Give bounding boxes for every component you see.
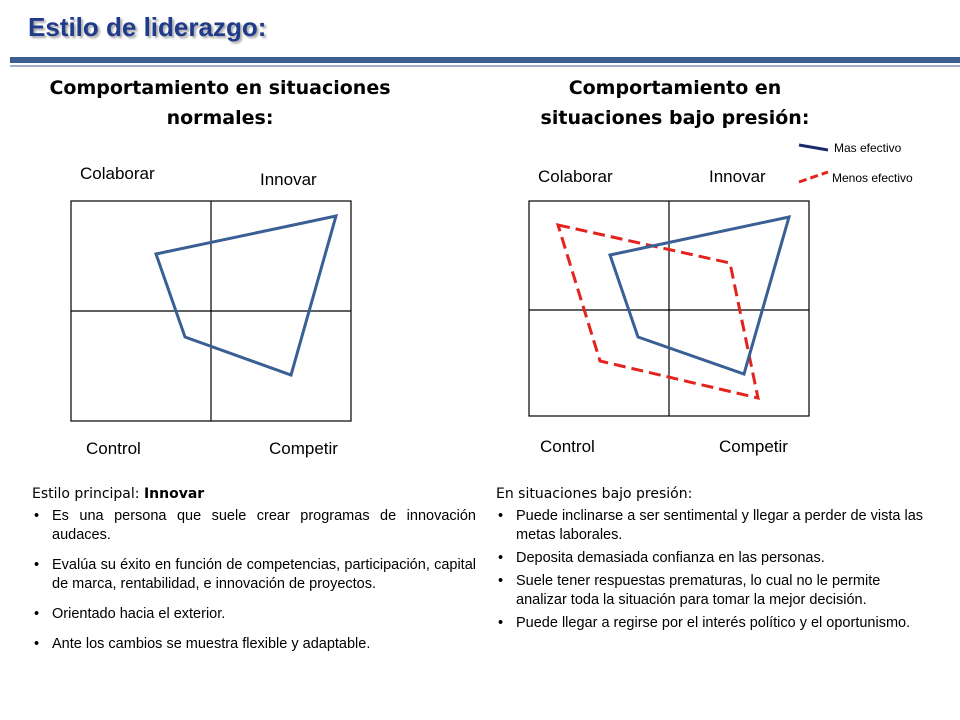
left-label-competir: Competir: [269, 439, 338, 458]
legend-solid-line-icon: [799, 145, 828, 150]
right-lead: En situaciones bajo presión:: [496, 486, 693, 502]
legend-mas-efectivo: Mas efectivo: [834, 141, 902, 155]
right-label-control: Control: [540, 437, 595, 456]
right-bullet-1: • Puede inclinarse a ser sentimental y llegar a perder de vista las metas laborales.: [496, 507, 926, 545]
right-heading-line1: Comportamiento en: [568, 77, 782, 99]
page-title: Estilo de liderazgo:: [28, 12, 267, 42]
right-bullet-3: • Suele tener respuestas prematuras, lo cual no le permite analizar toda la situación para tomar la mejor decisión.: [496, 572, 926, 610]
left-profile-polygon: [156, 216, 336, 375]
right-profile-pressure-polygon: [558, 225, 758, 398]
left-bullet-3: • Orientado hacia el exterior.: [32, 605, 476, 624]
right-heading-line2: situaciones bajo presión:: [540, 107, 810, 129]
right-label-competir: Competir: [719, 437, 788, 456]
left-description: [32, 485, 476, 654]
left-heading-line1: Comportamiento en situaciones: [49, 77, 391, 99]
left-bullet-2: • Evalúa su éxito en función de competencias, participación, capital de marca, rentabilidad, e innovación de proyectos.: [32, 556, 476, 594]
right-profile-normal-polygon: [610, 217, 789, 374]
right-label-innovar: Innovar: [709, 167, 766, 186]
right-bullet-4: • Puede llegar a regirse por el interés político y el oportunismo.: [496, 614, 926, 633]
left-bullet-4: • Ante los cambios se muestra flexible y adaptable.: [32, 635, 476, 654]
left-heading: [40, 73, 400, 133]
left-lead: [32, 485, 476, 504]
left-label-innovar: Innovar: [260, 170, 317, 189]
left-label-colaborar: Colaborar: [80, 164, 155, 183]
title-divider: [10, 57, 960, 63]
left-lead-prefix: Estilo principal:: [32, 486, 144, 502]
right-quadrant-chart: [528, 200, 810, 417]
right-label-colaborar: Colaborar: [538, 167, 613, 186]
right-description: [496, 485, 926, 633]
legend-menos-efectivo: Menos efectivo: [832, 171, 913, 185]
right-heading: [500, 73, 850, 133]
right-bullet-2: • Deposita demasiada confianza en las personas.: [496, 549, 926, 568]
right-bullet-list: [496, 507, 926, 633]
left-heading-line2: normales:: [166, 107, 274, 129]
left-label-control: Control: [86, 439, 141, 458]
left-quadrant-chart: [70, 200, 352, 422]
left-bullet-list: [32, 507, 476, 654]
left-bullet-1: • Es una persona que suele crear programas de innovación audaces.: [32, 507, 476, 545]
legend-icons: [795, 140, 835, 186]
left-lead-value: Innovar: [143, 486, 205, 502]
legend-dashed-line-icon: [799, 172, 828, 182]
title-divider-thin: [10, 65, 960, 67]
